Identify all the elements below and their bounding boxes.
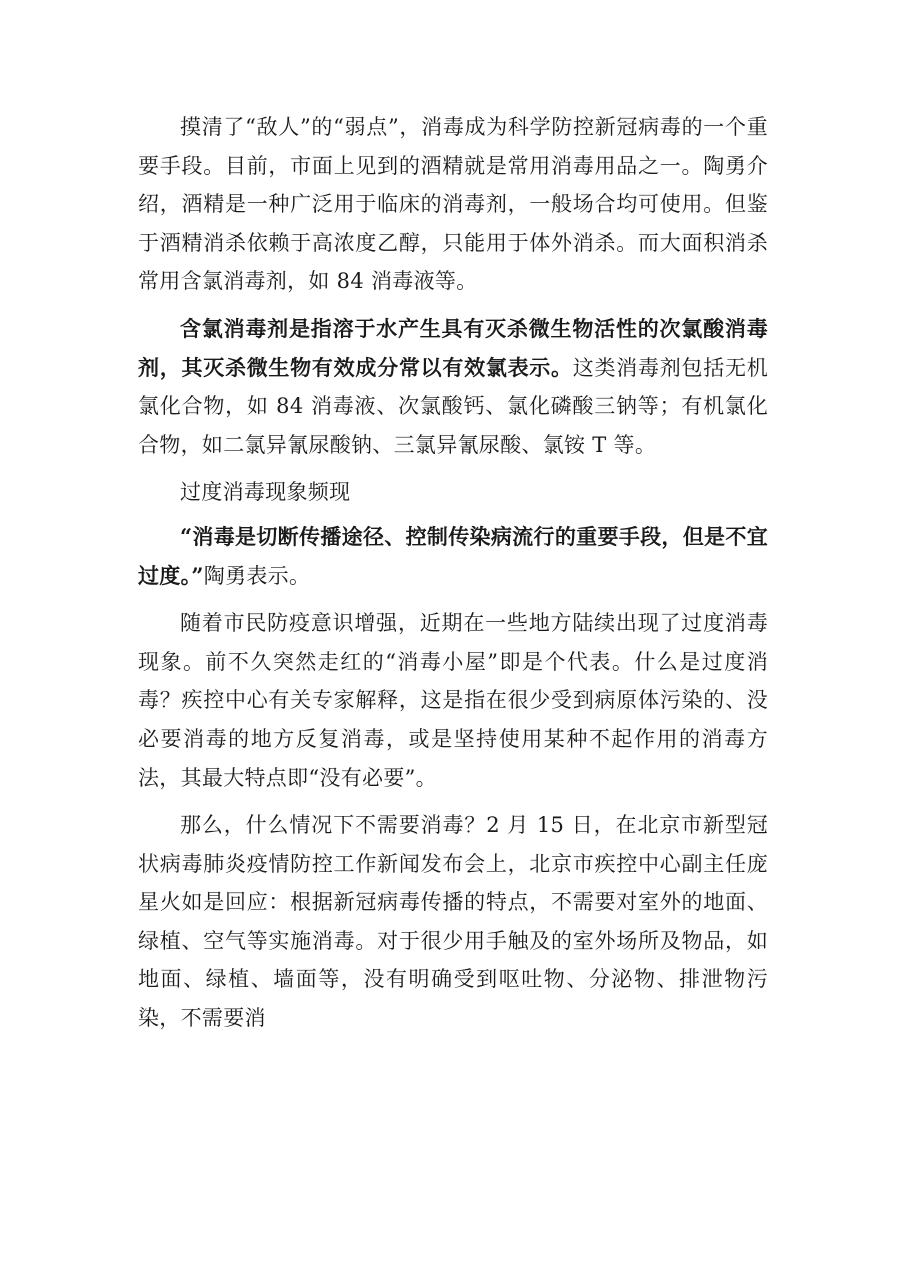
paragraph-bold-lead: “消毒是切断传播途径、控制传染病流行的重要手段，但是不宜过度。” (138, 523, 768, 588)
paragraph-text: 那么，什么情况下不需要消毒？2 月 15 日，在北京市新型冠状病毒肺炎疫情防控工作新闻发布会上，北京市疾控中心副主任庞星火如是回应：根据新冠病毒传播的特点，不需要对室外的地面、绿植、空气等实施消毒。对于很少用手触及的室外场所及物品，如地面、绿植、墙面等，没有明确受到呕吐物、分泌物、排泄物污染，不需要消 (138, 813, 768, 1031)
paragraph-bold-lead: 含氯消毒剂是指溶于水产生具有灭杀微生物活性的次氯酸消毒剂，其灭杀微生物有效成分常以有效氯表示。 (138, 315, 768, 380)
paragraph-text: 这类消毒剂包括无机氯化合物，如 84 消毒液、次氯酸钙、氯化磷酸三钠等；有机氯化合物，如二氯异氰尿酸钠、三氯异氰尿酸、氯铵 T 等。 (138, 355, 768, 457)
paragraph-text: 摸清了“敌人”的“弱点”，消毒成为科学防控新冠病毒的一个重要手段。目前，市面上见到的酒精就是常用消毒用品之一。陶勇介绍，酒精是一种广泛用于临床的消毒剂，一般场合均可使用。但鉴于酒精消杀依赖于高浓度乙醇，只能用于体外消杀。而大面积消杀常用含氯消毒剂，如 84 消毒液等。 (138, 115, 768, 294)
paragraph-text: 陶勇表示。 (203, 563, 311, 588)
paragraph-text: 随着市民防疫意识增强，近期在一些地方陆续出现了过度消毒现象。前不久突然走红的“消毒小屋”即是个代表。什么是过度消毒？疾控中心有关专家解释，这是指在很少受到病原体污染的、没必要消毒的地方反复消毒，或是坚持使用某种不起作用的消毒方法，其最大特点即“没有必要”。 (138, 611, 768, 790)
paragraph-when-not-needed (138, 806, 768, 1038)
paragraph-chlorine-disinfectant (138, 310, 768, 464)
paragraph-disinfection-intro (138, 108, 768, 301)
paragraph-quote (138, 518, 768, 595)
section-heading-over-disinfection (138, 473, 768, 512)
article-body (138, 108, 768, 1047)
paragraph-over-disinfection-explained (138, 604, 768, 797)
paragraph-text: 过度消毒现象频现 (180, 480, 351, 505)
